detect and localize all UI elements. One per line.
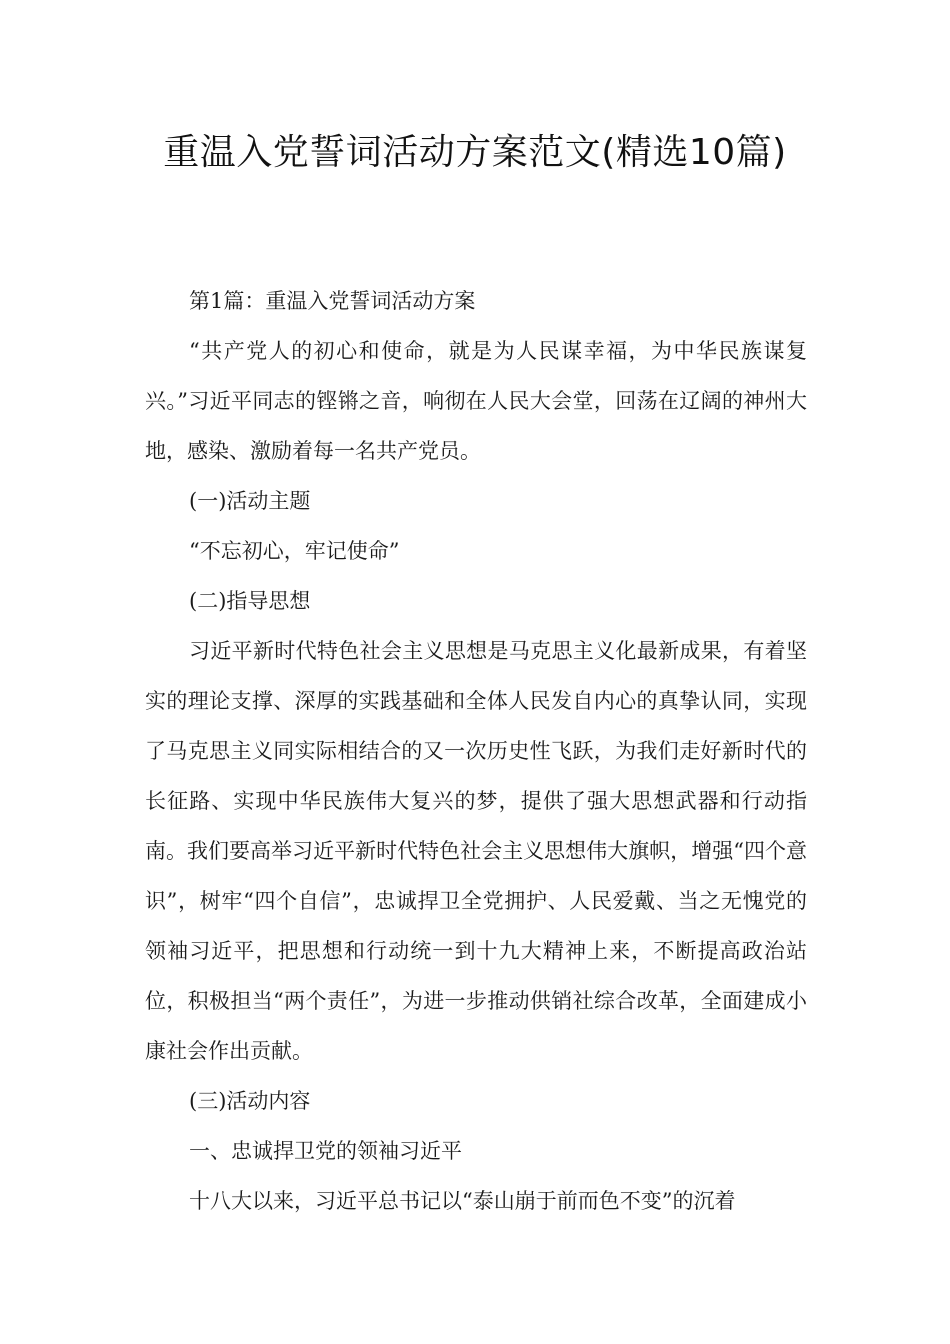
paragraph-theme: “不忘初心，牢记使命”	[189, 539, 400, 563]
subheading-item-one: 一、忠诚捍卫党的领袖习近平	[189, 1139, 462, 1163]
paragraph-item-one: 十八大以来，习近平总书记以“泰山崩于前而色不变”的沉着	[189, 1189, 736, 1213]
paragraph-guiding-ideology: 习近平新时代特色社会主义思想是马克思主义化最新成果，有着坚实的理论支撑、深厚的实践基础和全体人民发自内心的真挚认同，实现了马克思主义同实际相结合的又一次历史性飞跃，为我们走好新时代的长征路、实现中华民族伟大复兴的梦，提供了强大思想武器和行动指南。我们要高举习近平新时代特色社会主义思想伟大旗帜，增强“四个意识”，树牢“四个自信”，忠诚捍卫全党拥护、人民爱戴、当之无愧党的领袖习近平，把思想和行动统一到十九大精神上来，不断提高政治站位，积极担当“两个责任”，为进一步推动供销社综合改革，全面建成小康社会作出贡献。	[145, 639, 807, 1063]
section-heading-activity-content: (三)活动内容	[189, 1089, 311, 1113]
document-title: 重温入党誓词活动方案范文(精选10篇)	[163, 132, 787, 173]
section-heading-guiding-ideology: (二)指导思想	[189, 589, 311, 613]
paragraph-chapter-heading: 第1篇：重温入党誓词活动方案	[189, 289, 476, 313]
section-heading-theme: (一)活动主题	[189, 489, 311, 513]
document-body	[145, 276, 807, 1226]
paragraph-intro-quote: “共产党人的初心和使命，就是为人民谋幸福，为中华民族谋复兴。”习近平同志的铿锵之音，响彻在人民大会堂，回荡在辽阔的神州大地，感染、激励着每一名共产党员。	[145, 339, 807, 463]
